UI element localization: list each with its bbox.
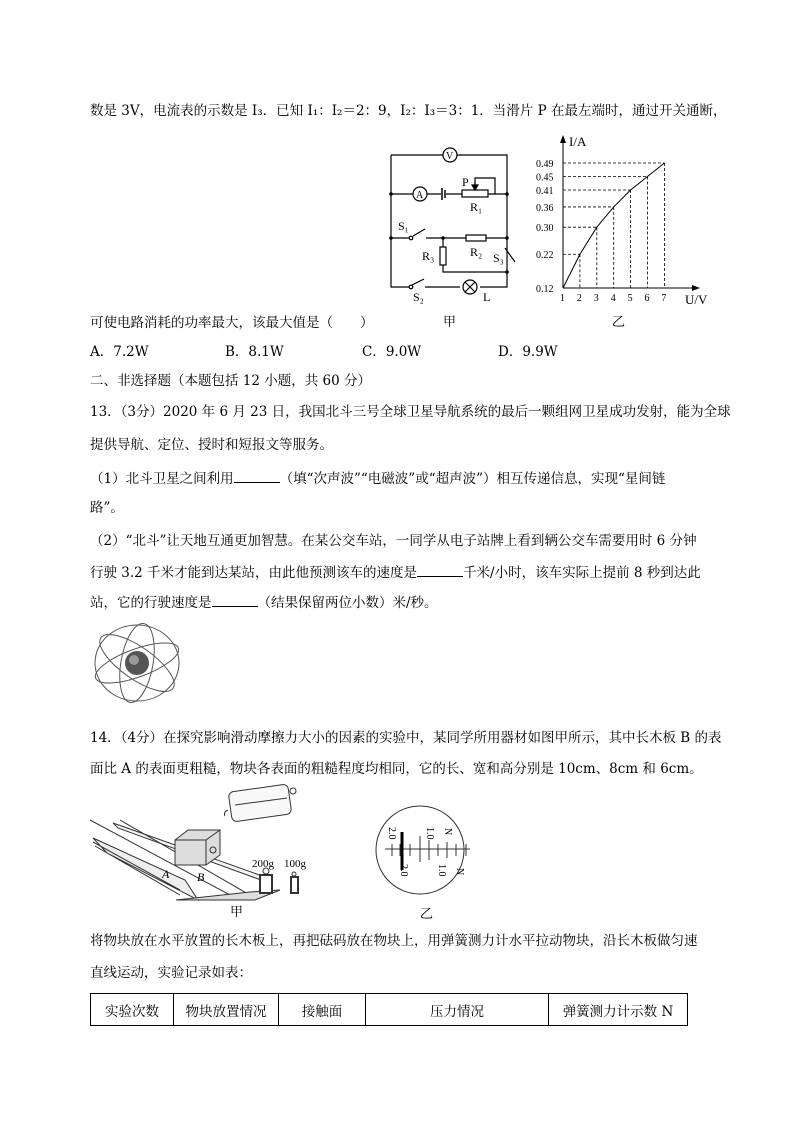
y-tick-label: 0.22 <box>536 250 554 262</box>
label-100g: 100g <box>284 858 306 870</box>
text: 站，它的行驶速度是 <box>90 595 212 611</box>
q12-text-line1: 数是 3V，电流表的示数是 I₃．已知 I₁：I₂＝2：9，I₂：I₃＝3：1．当滑片 P 在最左端时，通过开关通断， <box>90 103 727 119</box>
friction-apparatus-figure <box>80 780 500 925</box>
q13-part1-a: （1）北斗卫星之间利用 <box>90 471 234 487</box>
text: 行驶 3.2 千米才能到达某站，由此他预测该车的速度是 <box>90 565 418 581</box>
dial-10-top: 1.0 <box>424 827 435 840</box>
q13-part1 <box>90 470 665 488</box>
x-tick-label: 1 <box>560 293 565 304</box>
weight-200g <box>260 875 272 893</box>
caption-yi: 乙 <box>612 314 626 329</box>
q13-part1-c: 路”。 <box>90 500 124 516</box>
label-r1: R₁ <box>470 200 483 214</box>
x-tick-label: 5 <box>627 293 633 304</box>
header-cell: 实验次数 <box>91 994 174 1026</box>
q14-line1: 14．（4分）在探究影响滑动摩擦力大小的因素的实验中，某同学所用器材如图甲所示，其中长木板 B 的表 <box>90 730 722 746</box>
option-d: D．9.9W <box>498 344 558 360</box>
dial-20-bottom: 2.0 <box>398 864 409 877</box>
y-tick-label: 0.12 <box>536 284 554 295</box>
caption-yi: 乙 <box>420 906 434 921</box>
y-axis-label: I/A <box>569 134 587 149</box>
q14-line2: 面比 A 的表面更粗糙，物块各表面的粗糙程度均相同，它的长、宽和高分别是 10cm、8cm 和 6cm。 <box>90 761 703 777</box>
option-b: B．8.1W <box>225 344 284 360</box>
caption-jia: 甲 <box>443 314 457 329</box>
header-cell: 压力情况 <box>366 994 549 1026</box>
q13-line1: 13．（3分）2020 年 6 月 23 日，我国北斗三号全球卫星导航系统的最后一颗组网卫星成功发射，能为全球 <box>90 404 731 420</box>
label-r3: R₃ <box>422 249 435 263</box>
label-s1: S₁ <box>398 219 409 233</box>
x-tick-label: 3 <box>593 293 599 304</box>
option-c: C．9.0W <box>362 344 422 360</box>
y-tick-label: 0.30 <box>536 223 554 235</box>
label-a: A <box>416 190 424 201</box>
x-axis-arrow <box>692 285 700 291</box>
y-tick-label: 0.49 <box>536 159 554 170</box>
y-tick-label: 0.45 <box>536 172 554 184</box>
q14-line3: 将物块放在水平放置的长木板上，再把砝码放在物块上，用弹簧测力计水平拉动物块，沿长木板做匀速 <box>90 933 698 949</box>
label-r2: R₂ <box>470 245 483 259</box>
q13-part1-b: （填“次声波”“电磁波”或“超声波”）相互传递信息，实现“星间链 <box>279 471 666 487</box>
text: （结果保留两位小数）米/秒。 <box>257 595 438 611</box>
header-cell: 物块放置情况 <box>174 994 279 1026</box>
label-200g: 200g <box>252 858 274 870</box>
label-p: P <box>462 175 469 189</box>
q13-line2: 提供导航、定位、授时和短报文等服务。 <box>90 437 333 453</box>
text: 千米/小时，该车实际上提前 8 秒到达此 <box>463 565 701 581</box>
label-l: L <box>483 290 491 304</box>
dial-10-bottom: 1.0 <box>436 864 447 877</box>
answer-blank[interactable] <box>234 470 280 483</box>
section-heading: 二、非选择题（本题包括 12 小题，共 60 分） <box>90 373 372 389</box>
label-s2: S₂ <box>413 290 424 304</box>
table-header-row <box>91 994 688 1026</box>
q12-text-line2: 可使电路消耗的功率最大，该最大值是（ ） <box>90 315 374 331</box>
label-b: B <box>197 870 205 884</box>
experiment-record-table <box>90 993 688 1026</box>
q13-part2-c <box>90 594 438 612</box>
label-v: V <box>446 151 454 162</box>
label-a: A <box>162 867 170 881</box>
x-tick-label: 2 <box>576 293 582 304</box>
y-tick-label: 0.41 <box>536 186 554 198</box>
header-cell: 接触面 <box>279 994 366 1026</box>
header-cell: 弹簧测力计示数 N <box>549 994 688 1026</box>
iu-graph <box>0 0 794 340</box>
dial-n-top: N <box>442 828 453 836</box>
q14-line4: 直线运动，实验记录如表： <box>90 965 252 981</box>
x-axis-label: U/V <box>685 292 708 307</box>
answer-blank[interactable] <box>417 564 463 577</box>
y-axis-arrow <box>560 135 566 143</box>
dial-n-bottom: N <box>454 868 465 876</box>
option-a: A．7.2W <box>90 344 149 360</box>
y-tick-label: 0.36 <box>536 202 554 214</box>
satellite-orbit-image <box>90 618 185 708</box>
x-tick-label: 6 <box>644 293 650 304</box>
answer-blank[interactable] <box>212 594 258 607</box>
q13-part2-a: （2）“北斗”让天地互通更加智慧。在某公交车站，一同学从电子站牌上看到辆公交车需要用时 6 分钟 <box>90 533 697 549</box>
label-s3: S₃ <box>493 251 504 265</box>
caption-jia: 甲 <box>230 904 244 919</box>
dial-20-top: 2.0 <box>386 827 397 840</box>
weight-100g <box>291 877 298 893</box>
spring-scale <box>228 784 292 822</box>
x-tick-label: 4 <box>610 293 616 304</box>
q13-part2-b <box>90 564 701 582</box>
x-tick-label: 7 <box>661 293 667 304</box>
